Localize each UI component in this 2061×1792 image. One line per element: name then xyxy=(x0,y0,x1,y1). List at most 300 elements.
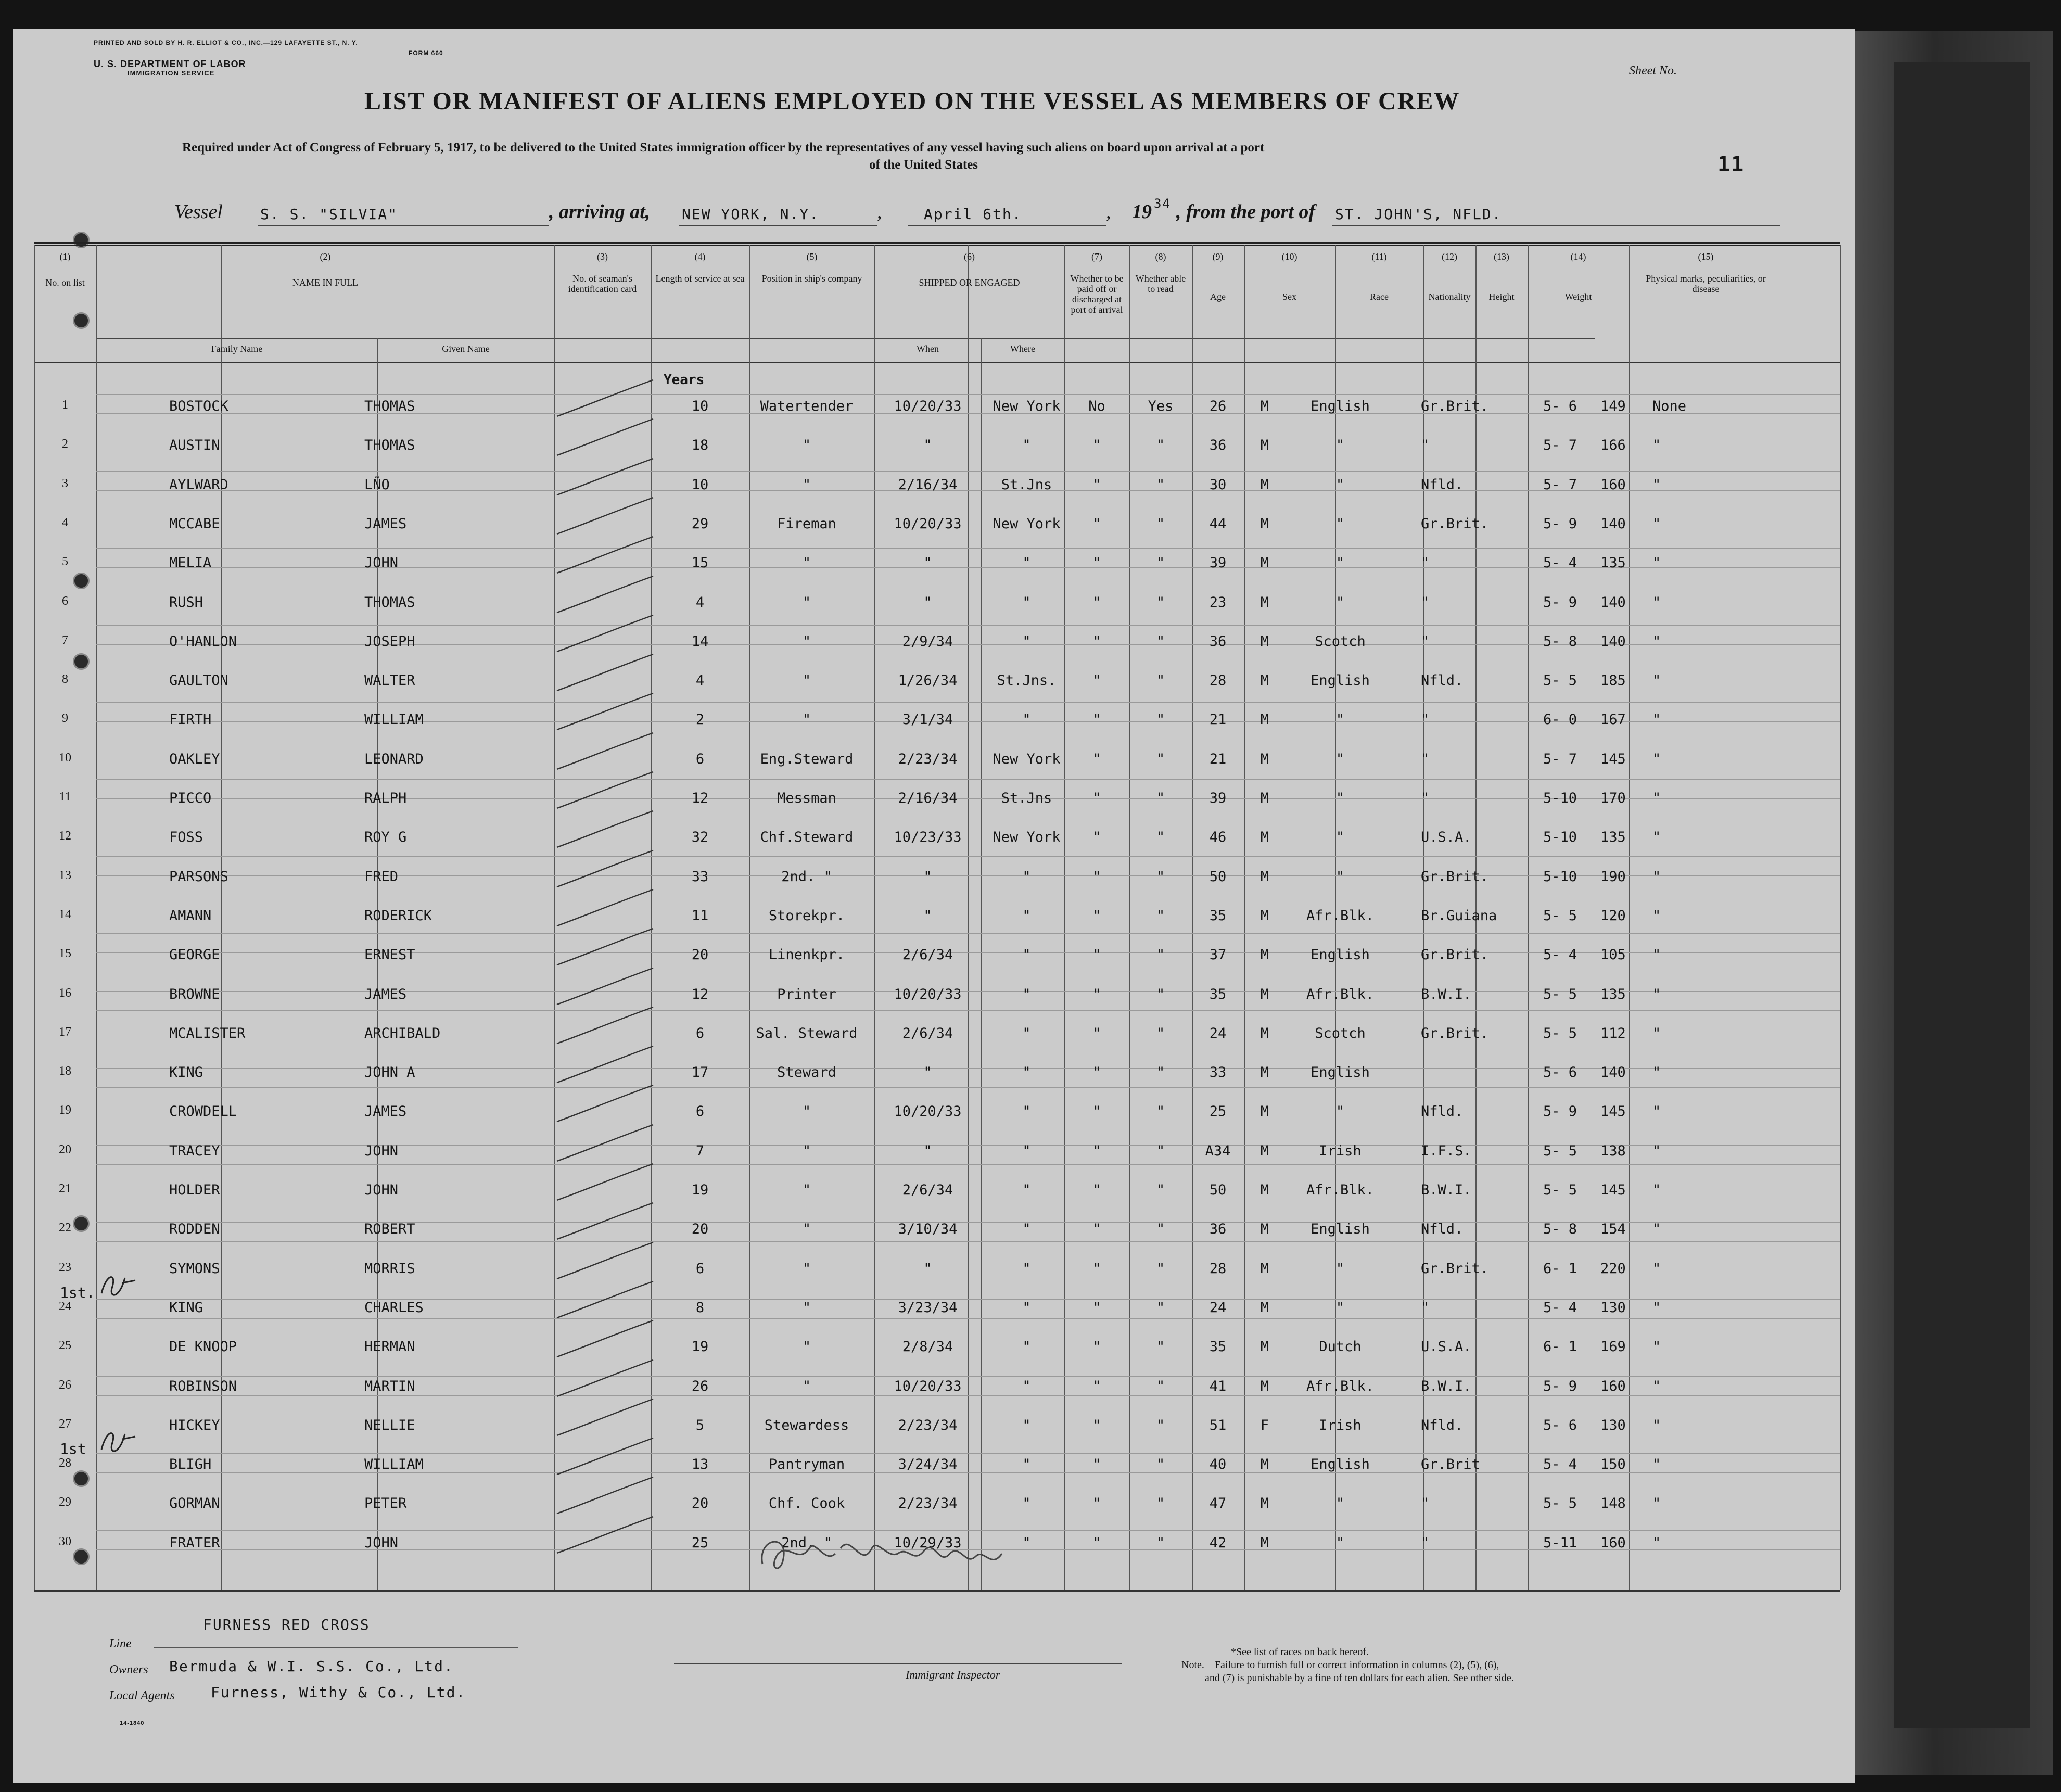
race: " xyxy=(1335,437,1345,454)
weight: 185 xyxy=(1600,672,1626,689)
family-name: GEORGE xyxy=(169,947,220,963)
column-subheader: Given Name xyxy=(442,344,490,354)
check-mark xyxy=(554,1514,658,1556)
age: 39 xyxy=(1209,790,1227,806)
paid-off: " xyxy=(1092,1299,1101,1316)
sex: M xyxy=(1260,1221,1269,1238)
column-header: Physical marks, peculiarities, or disease xyxy=(1646,273,1766,294)
height: 6- 1 xyxy=(1543,1339,1577,1355)
able-to-read: " xyxy=(1156,672,1165,689)
height: 5- 7 xyxy=(1543,751,1577,767)
physical-marks: " xyxy=(1652,672,1661,689)
agents-value: Furness, Withy & Co., Ltd. xyxy=(211,1684,466,1701)
weight: 167 xyxy=(1600,711,1626,728)
able-to-read: " xyxy=(1156,1064,1165,1081)
nationality: Nfld. xyxy=(1421,1103,1464,1120)
weight: 169 xyxy=(1600,1339,1626,1355)
race: " xyxy=(1335,594,1345,611)
weight: 105 xyxy=(1600,947,1626,963)
given-name: THOMAS xyxy=(364,594,415,611)
vessel-label: Vessel xyxy=(174,201,223,223)
service-years: 2 xyxy=(695,711,705,728)
physical-marks: " xyxy=(1652,907,1661,924)
inspector-label: Immigrant Inspector xyxy=(906,1668,1000,1681)
age: 46 xyxy=(1209,829,1227,846)
shipped-where: " xyxy=(1022,1495,1031,1512)
paid-off: " xyxy=(1092,594,1101,611)
column-number: (9) xyxy=(1212,251,1224,262)
position: 2nd. " xyxy=(781,868,832,885)
race: Afr.Blk. xyxy=(1306,1182,1375,1198)
row-number: 21 xyxy=(59,1182,71,1196)
grid-rule xyxy=(96,1472,1840,1473)
row-number: 19 xyxy=(59,1103,71,1117)
position: Messman xyxy=(777,790,836,806)
weight: 135 xyxy=(1600,986,1626,1002)
weight: 140 xyxy=(1600,515,1626,532)
age: 40 xyxy=(1209,1456,1227,1473)
position: " xyxy=(802,633,811,650)
age: 30 xyxy=(1209,476,1227,493)
shipped-where: " xyxy=(1022,907,1031,924)
service-years: 4 xyxy=(695,594,705,611)
weight: 140 xyxy=(1600,1064,1626,1081)
race: " xyxy=(1335,1103,1345,1120)
row-number: 22 xyxy=(59,1221,71,1235)
able-to-read: " xyxy=(1156,868,1165,885)
sex: M xyxy=(1260,751,1269,767)
column-subheader: Family Name xyxy=(211,344,263,354)
table-bottom-rule xyxy=(34,1590,1840,1592)
service-years: 10 xyxy=(691,398,709,414)
sex: M xyxy=(1260,790,1269,806)
position: " xyxy=(802,594,811,611)
physical-marks: " xyxy=(1652,1417,1661,1433)
physical-marks: " xyxy=(1652,476,1661,493)
row-number: 2 xyxy=(62,437,68,451)
shipped-when: 3/10/34 xyxy=(898,1221,958,1238)
service-years: 25 xyxy=(691,1534,709,1551)
given-name: JOHN xyxy=(364,555,399,571)
able-to-read: " xyxy=(1156,1299,1165,1316)
shipped-when: " xyxy=(923,1142,932,1159)
height: 5- 4 xyxy=(1543,1299,1577,1316)
given-name: JAMES xyxy=(364,1103,407,1120)
paid-off: " xyxy=(1092,907,1101,924)
column-number: (11) xyxy=(1371,251,1387,262)
sex: M xyxy=(1260,1456,1269,1473)
paid-off: " xyxy=(1092,1495,1101,1512)
paid-off: " xyxy=(1092,1339,1101,1355)
physical-marks: " xyxy=(1652,1534,1661,1551)
position: " xyxy=(802,1299,811,1316)
age: 39 xyxy=(1209,555,1227,571)
family-name: AUSTIN xyxy=(169,437,220,454)
given-name: RALPH xyxy=(364,790,407,806)
physical-marks: " xyxy=(1652,947,1661,963)
sex: M xyxy=(1260,1495,1269,1512)
manifest-title: LIST OR MANIFEST OF ALIENS EMPLOYED ON THE VESSEL AS MEMBERS OF CREW xyxy=(364,87,1460,115)
nationality: " xyxy=(1421,437,1430,454)
check-mark xyxy=(554,1396,658,1438)
service-years: 20 xyxy=(691,1495,709,1512)
position: " xyxy=(802,437,811,454)
physical-marks: " xyxy=(1652,555,1661,571)
nationality: " xyxy=(1421,633,1430,650)
able-to-read: " xyxy=(1156,1260,1165,1277)
check-mark xyxy=(554,416,658,458)
position: " xyxy=(802,1260,811,1277)
column-header: Length of service at sea xyxy=(655,273,745,284)
weight: 145 xyxy=(1600,1182,1626,1198)
check-mark xyxy=(554,1200,658,1242)
subtitle-line-2: of the United States xyxy=(869,158,978,172)
check-mark xyxy=(554,456,658,498)
age: 33 xyxy=(1209,1064,1227,1081)
height: 5-10 xyxy=(1543,790,1577,806)
sex: M xyxy=(1260,555,1269,571)
age: 25 xyxy=(1209,1103,1227,1120)
column-header: No. of seaman's identification card xyxy=(568,273,637,294)
family-name: FRATER xyxy=(169,1534,220,1551)
check-mark xyxy=(554,495,658,537)
age: 21 xyxy=(1209,711,1227,728)
race: Afr.Blk. xyxy=(1306,986,1375,1002)
column-number: (1) xyxy=(59,251,71,262)
shipped-where: " xyxy=(1022,711,1031,728)
service-years: 12 xyxy=(691,790,709,806)
row-number: 20 xyxy=(59,1142,71,1156)
able-to-read: " xyxy=(1156,515,1165,532)
service: IMMIGRATION SERVICE xyxy=(128,69,215,77)
given-name: CHARLES xyxy=(364,1299,424,1316)
printer-line: PRINTED AND SOLD BY H. R. ELLIOT & CO., INC.—129 LAFAYETTE ST., N. Y. xyxy=(94,39,358,46)
nationality: B.W.I. xyxy=(1421,1378,1472,1394)
given-name: ARCHIBALD xyxy=(364,1025,441,1041)
physical-marks: " xyxy=(1652,868,1661,885)
row-number: 13 xyxy=(59,868,71,882)
check-mark xyxy=(554,965,658,1007)
family-name: FOSS xyxy=(169,829,203,846)
row-number: 25 xyxy=(59,1339,71,1353)
position: " xyxy=(802,1378,811,1394)
sex: M xyxy=(1260,476,1269,493)
family-name: PICCO xyxy=(169,790,212,806)
physical-marks: " xyxy=(1652,829,1661,846)
nationality: " xyxy=(1421,711,1430,728)
column-header: Height xyxy=(1489,291,1515,302)
row-number: 29 xyxy=(59,1495,71,1509)
physical-marks: " xyxy=(1652,711,1661,728)
height: 5- 8 xyxy=(1543,633,1577,650)
sex: M xyxy=(1260,1260,1269,1277)
race: Afr.Blk. xyxy=(1306,1378,1375,1394)
able-to-read: " xyxy=(1156,1339,1165,1355)
nationality: U.S.A. xyxy=(1421,829,1472,846)
paid-off: " xyxy=(1092,751,1101,767)
given-name: NELLIE xyxy=(364,1417,415,1433)
physical-marks: " xyxy=(1652,790,1661,806)
height: 6- 0 xyxy=(1543,711,1577,728)
race: " xyxy=(1335,476,1345,493)
column-number: (7) xyxy=(1091,251,1102,262)
shipped-when: " xyxy=(923,907,932,924)
shipped-when: 3/24/34 xyxy=(898,1456,958,1473)
shipped-where: " xyxy=(1022,947,1031,963)
physical-marks: " xyxy=(1652,1378,1661,1394)
able-to-read: " xyxy=(1156,1182,1165,1198)
position: " xyxy=(802,1339,811,1355)
row-number: 5 xyxy=(62,555,68,569)
shipped-where: " xyxy=(1022,1142,1031,1159)
position: Printer xyxy=(777,986,836,1002)
grid-rule xyxy=(96,1010,1840,1011)
shipped-where: " xyxy=(1022,555,1031,571)
weight: 112 xyxy=(1600,1025,1626,1041)
weight: 138 xyxy=(1600,1142,1626,1159)
nationality: I.F.S. xyxy=(1421,1142,1472,1159)
given-name: WILLIAM xyxy=(364,711,424,728)
shipped-when: 2/6/34 xyxy=(902,947,953,963)
shipped-where: New York xyxy=(993,515,1061,532)
age: 47 xyxy=(1209,1495,1227,1512)
service-years: 19 xyxy=(691,1339,709,1355)
paid-off: " xyxy=(1092,947,1101,963)
weight: 135 xyxy=(1600,829,1626,846)
physical-marks: " xyxy=(1652,633,1661,650)
check-mark xyxy=(554,1044,658,1085)
age: 36 xyxy=(1209,633,1227,650)
age: 24 xyxy=(1209,1299,1227,1316)
family-name: MELIA xyxy=(169,555,212,571)
nationality: Gr.Brit. xyxy=(1421,1260,1489,1277)
check-mark xyxy=(554,377,658,419)
race: English xyxy=(1311,398,1370,414)
service-years: 13 xyxy=(691,1456,709,1473)
race: " xyxy=(1335,868,1345,885)
grid-rule xyxy=(96,779,1840,780)
given-name: JOHN A xyxy=(364,1064,415,1081)
paid-off: " xyxy=(1092,1064,1101,1081)
position: " xyxy=(802,555,811,571)
shipped-when: 2/16/34 xyxy=(898,790,958,806)
family-name: RODDEN xyxy=(169,1221,220,1238)
grid-rule xyxy=(96,394,1840,395)
inspector-line xyxy=(674,1663,1122,1664)
shipped-where: " xyxy=(1022,986,1031,1002)
row-number: 23 xyxy=(59,1260,71,1274)
shipped-where: " xyxy=(1022,1534,1031,1551)
given-name: LEONARD xyxy=(364,751,424,767)
check-mark xyxy=(554,848,658,889)
shipped-where: " xyxy=(1022,1182,1031,1198)
column-header: Nationality xyxy=(1428,291,1471,302)
shipped-when: 3/23/34 xyxy=(898,1299,958,1316)
service-years: 15 xyxy=(691,555,709,571)
physical-marks: " xyxy=(1652,1299,1661,1316)
sex: M xyxy=(1260,986,1269,1002)
departure-port: ST. JOHN'S, NFLD. xyxy=(1335,206,1502,223)
height: 5- 9 xyxy=(1543,1378,1577,1394)
shipped-where: " xyxy=(1022,1064,1031,1081)
sex: M xyxy=(1260,711,1269,728)
check-mark xyxy=(554,808,658,850)
height: 5- 5 xyxy=(1543,986,1577,1002)
sex: M xyxy=(1260,1064,1269,1081)
race: Irish xyxy=(1319,1417,1362,1433)
family-name: GAULTON xyxy=(169,672,228,689)
position: " xyxy=(802,672,811,689)
column-rule xyxy=(1840,245,1841,1590)
margin-note: 1st. xyxy=(60,1284,95,1301)
weight: 170 xyxy=(1600,790,1626,806)
column-number: (15) xyxy=(1698,251,1714,262)
given-name: ROY G xyxy=(364,829,407,846)
year-prefix: 19 xyxy=(1132,201,1152,223)
column-number: (10) xyxy=(1281,251,1297,262)
nationality: Nfld. xyxy=(1421,672,1464,689)
paid-off: " xyxy=(1092,672,1101,689)
physical-marks: " xyxy=(1652,1142,1661,1159)
binding-shadow xyxy=(1894,62,2030,1728)
sex: M xyxy=(1260,1299,1269,1316)
given-name: FRED xyxy=(364,868,399,885)
given-name: MORRIS xyxy=(364,1260,415,1277)
able-to-read: " xyxy=(1156,829,1165,846)
column-header: Race xyxy=(1370,291,1389,302)
nationality: U.S.A. xyxy=(1421,1339,1472,1355)
shipped-when: 10/20/33 xyxy=(894,398,962,414)
family-name: AMANN xyxy=(169,907,212,924)
grid-rule xyxy=(96,1087,1840,1088)
physical-marks: " xyxy=(1652,986,1661,1002)
row-number: 26 xyxy=(59,1378,71,1392)
arrival-date: April 6th. xyxy=(924,206,1022,223)
race: Scotch xyxy=(1315,633,1366,650)
family-name: O'HANLON xyxy=(169,633,237,650)
race: English xyxy=(1311,947,1370,963)
column-header: Weight xyxy=(1564,291,1592,302)
service-years: 6 xyxy=(695,751,705,767)
nationality: " xyxy=(1421,790,1430,806)
row-number: 14 xyxy=(59,907,71,921)
age: 35 xyxy=(1209,1339,1227,1355)
check-mark xyxy=(554,1475,658,1516)
shipped-where: " xyxy=(1022,1260,1031,1277)
physical-marks: None xyxy=(1652,398,1687,414)
sex: M xyxy=(1260,907,1269,924)
form-number: FORM 660 xyxy=(409,49,443,57)
weight: 148 xyxy=(1600,1495,1626,1512)
line-label: Line xyxy=(109,1637,132,1650)
age: A34 xyxy=(1205,1142,1231,1159)
nationality: Gr.Brit. xyxy=(1421,515,1489,532)
sex: M xyxy=(1260,868,1269,885)
age: 36 xyxy=(1209,1221,1227,1238)
nationality: Nfld. xyxy=(1421,476,1464,493)
weight: 190 xyxy=(1600,868,1626,885)
check-mark xyxy=(554,1122,658,1164)
shipped-where: " xyxy=(1022,1339,1031,1355)
paid-off: " xyxy=(1092,711,1101,728)
column-number: (8) xyxy=(1155,251,1166,262)
row-number: 9 xyxy=(62,711,68,726)
weight: 154 xyxy=(1600,1221,1626,1238)
paid-off: " xyxy=(1092,1378,1101,1394)
family-name: BOSTOCK xyxy=(169,398,228,414)
weight: 150 xyxy=(1600,1456,1626,1473)
sex: M xyxy=(1260,947,1269,963)
race: Afr.Blk. xyxy=(1306,907,1375,924)
age: 28 xyxy=(1209,672,1227,689)
row-number: 10 xyxy=(59,751,71,765)
column-rule xyxy=(96,245,97,1590)
physical-marks: " xyxy=(1652,751,1661,767)
shipped-when: 2/23/34 xyxy=(898,1417,958,1433)
able-to-read: " xyxy=(1156,1378,1165,1394)
shipped-where: " xyxy=(1022,437,1031,454)
paid-off: " xyxy=(1092,515,1101,532)
line-value: FURNESS RED CROSS xyxy=(203,1616,370,1633)
paid-off: " xyxy=(1092,555,1101,571)
service-years: 18 xyxy=(691,437,709,454)
row-number: 3 xyxy=(62,476,68,490)
given-name: JAMES xyxy=(364,515,407,532)
shipped-when: 1/26/34 xyxy=(898,672,958,689)
grid-rule xyxy=(96,856,1840,857)
row-number: 1 xyxy=(62,398,68,412)
shipped-when: 10/20/33 xyxy=(894,986,962,1002)
shipped-where: " xyxy=(1022,1103,1031,1120)
shipped-when: 10/20/33 xyxy=(894,515,962,532)
race: Dutch xyxy=(1319,1339,1362,1355)
nationality: " xyxy=(1421,1534,1430,1551)
age: 36 xyxy=(1209,437,1227,454)
shipped-where: " xyxy=(1022,1456,1031,1473)
nationality: Br.Guiana xyxy=(1421,907,1497,924)
family-name: HICKEY xyxy=(169,1417,220,1433)
position: Fireman xyxy=(777,515,836,532)
given-name: HERMAN xyxy=(364,1339,415,1355)
shipped-where: New York xyxy=(993,829,1061,846)
able-to-read: " xyxy=(1156,751,1165,767)
sex: M xyxy=(1260,633,1269,650)
row-number: 16 xyxy=(59,986,71,1000)
given-name: WALTER xyxy=(364,672,415,689)
paid-off: " xyxy=(1092,829,1101,846)
given-name: WILLIAM xyxy=(364,1456,424,1473)
manifest-sheet: PRINTED AND SOLD BY H. R. ELLIOT & CO., INC.—129 LAFAYETTE ST., N. Y. FORM 660 U. S. DEPARTMENT OF LABOR IMMIGRATION SERVICE Sheet No. LIST OR MANIFEST OF ALIENS EMPLOYED ON THE VESSEL AS MEMBERS OF CREW Required under Act of Congress of February 5, 1917, to be delivered to the United States immigration officer by the representatives of any vessel having such aliens on board upon arrival at a port of the United States 11 Vessel S. S. "SILVIA" , arriving at, NEW YORK, N.Y. , April 6th. , 19 34 , from the port of ST. JOHN'S, NFLD. (1) No. on list (2) NAME IN FULL Family Name Given Name (3) No. of seaman's identification card (4) Length of service at sea (5) Position in ship's company (6) SHIPPED OR ENGAGED When Where (7) Whether to be paid off or discharged at port of arrival (8) Whether able to read (9) Age (10) Sex (11) Race (12) Nationality (13) Height (14) Weight (15) Physical marks, peculiarities, or disease 1 BOSTOCK THOMAS 10 Watertender 10/20/33 New York No Yes 26 M English Gr.Brit. 5- 6 149 None 2 AUSTIN THOMAS 18 " " " " " 36 M " " 5- 7 166 " 3 AYLWARD LÑO 10 " 2/16/34 St.Jns " " 30 M " Nfld. 5- 7 160 " 4 MCCABE JAMES 29 Fireman 10/20/33 New York " " 44 M " Gr.Brit. 5- 9 140 " 5 MELIA JOHN 15 " " " " " 39 M " " 5- 4 135 " 6 RUSH THOMAS 4 " " " " " 23 M " " 5- 9 140 " 7 O'HANLON JOSEPH 14 " 2/9/34 " " " 36 M Scotch " 5- 8 140 " 8 GAULTON WALTER 4 " 1/26/34 St.Jns. " " 28 M English Nfld. 5- 5 185 " 9 FIRTH WILLIAM 2 " 3/1/34 " " " 21 M " " 6- 0 167 " 10 OAKLEY LEONARD 6 Eng.Steward 2/23/34 New York " " 21 M " " 5- 7 145 " 11 PICCO RALPH 12 Messman 2/16/34 St.Jns " " 39 M " " 5-10 170 " 12 FOSS ROY G 32 Chf.Steward 10/23/33 New York " " 46 M " U.S.A. 5-10 135 " 13 PARSONS FRED 33 2nd. " " " " " 50 M " Gr.Brit. 5-10 190 " 14 AMANN RODERICK 11 Storekpr. " " " " 35 M Afr.Blk. Br.Guiana 5- 5 120 " 15 GEORGE ERNEST 20 Linenkpr. 2/6/34 " " " 37 M English Gr.Brit. 5- 4 105 " 16 BROWNE JAMES 12 Printer 10/20/33 " " " 35 M Afr.Blk. B.W.I. 5- 5 135 " 17 MCALISTER ARCHIBALD 6 Sal. Steward 2/6/34 " " " 24 M Scotch Gr.Brit. 5- 5 112 " 18 KING JOHN A 17 Steward " " " " 33 M English 5- 6 140 " 19 CROWDELL JAMES 6 " 10/20/33 " " " 25 M " Nfld. 5- 9 145 " 20 TRACEY JOHN 7 " " " " " A34 M Irish I.F.S. 5- 5 138 " 21 HOLDER JOHN 19 " 2/6/34 " " " 50 M Afr.Blk. B.W.I. 5- 5 145 " 22 RODDEN ROBERT 20 " 3/10/34 " " " 36 M English Nfld. 5- 8 154 " 23 SYMONS MORRIS 6 " " " " " 28 M " Gr.Brit. 6- 1 220 " 24 KING CHARLES 8 " 3/23/34 " " " 24 M " " 5- 4 130 " 25 DE KNOOP HERMAN 19 " 2/8/34 " " " 35 M Dutch U.S.A. 6- 1 169 " 26 ROBINSON MARTIN 26 " 10/20/33 " " " 41 M Afr.Blk. B.W.I. 5- 9 160 " 27 HICKEY NELLIE 5 Stewardess 2/23/34 " " " 51 F Irish Nfld. 5- 6 130 " 28 BLIGH WILLIAM 13 Pantryman 3/24/34 " " " 40 M English Gr.Brit 5- 4 150 " 29 GORMAN PETER 20 Chf. Cook 2/23/34 " " " 47 M " " 5- 5 148 " 30 FRATER JOHN 25 2nd. " 10/29/33 " " " 42 M " " 5-11 160 " Years 1st. 1st Line FURNESS RED CROSS Owners Bermuda & W.I. S.S. Co., Ltd. Local Agents Furness, Withy & Co., Ltd. 14-1840 Immigrant Inspector *See list of races on back hereof. Note.—Failure to furnish full or correct information in columns (2), (5), (6), and (7) is punishable by a fine of ten dollars for each alien. See other side. xyxy=(13,29,1855,1783)
column-header: Sex xyxy=(1282,291,1296,302)
row-number: 30 xyxy=(59,1534,71,1548)
year: 34 xyxy=(1154,196,1171,211)
given-name: JOHN xyxy=(364,1142,399,1159)
height: 5- 5 xyxy=(1543,672,1577,689)
grid-rule xyxy=(96,933,1840,934)
shipped-when: " xyxy=(923,868,932,885)
check-mark xyxy=(554,769,658,811)
able-to-read: " xyxy=(1156,476,1165,493)
shipped-where: New York xyxy=(993,751,1061,767)
service-years: 10 xyxy=(691,476,709,493)
column-header: Age xyxy=(1210,291,1226,302)
height: 5- 5 xyxy=(1543,907,1577,924)
department: U. S. DEPARTMENT OF LABOR xyxy=(94,59,246,69)
binder-hole xyxy=(73,1470,90,1487)
row-number: 15 xyxy=(59,947,71,961)
paid-off: " xyxy=(1092,1142,1101,1159)
family-name: KING xyxy=(169,1299,203,1316)
